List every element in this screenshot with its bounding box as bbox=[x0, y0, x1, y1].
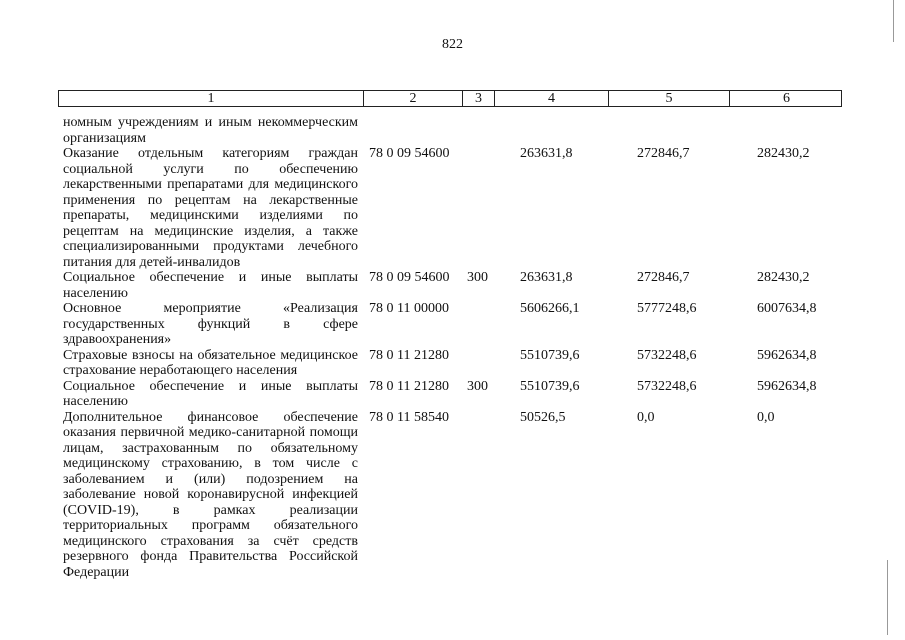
row-description: Социальное обеспечение и иные выплаты населению bbox=[63, 270, 358, 301]
table-row bbox=[63, 146, 843, 270]
row-value-5: 272846,7 bbox=[637, 146, 690, 161]
row-code: 78 0 11 21280 bbox=[369, 347, 449, 363]
row-value-5: 5732248,6 bbox=[637, 347, 697, 363]
row-description: Социальное обеспечение и иные выплаты населению bbox=[63, 378, 358, 409]
row-value-4: 263631,8 bbox=[520, 270, 573, 285]
table-row bbox=[63, 270, 843, 301]
row-description: Основное мероприятие «Реализация государственных функций в сфере здравоохранения» bbox=[63, 301, 358, 347]
column-header-3: 3 bbox=[463, 91, 495, 106]
row-type: 300 bbox=[467, 270, 488, 285]
row-value-6: 6007634,8 bbox=[757, 301, 817, 316]
row-value-4: 5606266,1 bbox=[520, 301, 580, 316]
column-header-2: 2 bbox=[364, 91, 463, 106]
row-description: номным учреждениям и иным некоммерческим организациям bbox=[63, 115, 358, 146]
row-code: 78 0 11 58540 bbox=[369, 409, 449, 425]
table-row bbox=[63, 115, 843, 146]
row-value-4: 263631,8 bbox=[520, 146, 573, 161]
row-value-5: 0,0 bbox=[637, 409, 655, 425]
column-header-5: 5 bbox=[609, 91, 730, 106]
scan-margin-line bbox=[887, 560, 888, 635]
row-code: 78 0 11 00000 bbox=[369, 301, 449, 316]
column-header-1: 1 bbox=[59, 91, 364, 106]
table-row bbox=[63, 301, 843, 348]
row-value-6: 0,0 bbox=[757, 409, 775, 425]
table-row bbox=[63, 348, 843, 379]
row-description: Оказание отдельным категориям граждан социальной услуги по обеспечению лекарственными препаратами для медицинского применения по рецептам на лекарственные препараты, медицинскими изделиями по рецептам на медицинские изделия, а также специализированными продуктами лечебного питания для детей-инвалидов bbox=[63, 146, 358, 270]
row-value-4: 50526,5 bbox=[520, 409, 566, 425]
row-value-6: 5962634,8 bbox=[757, 347, 817, 363]
row-value-6: 282430,2 bbox=[757, 146, 810, 161]
row-value-6: 5962634,8 bbox=[757, 378, 817, 394]
row-value-5: 5777248,6 bbox=[637, 301, 697, 316]
row-value-4: 5510739,6 bbox=[520, 347, 580, 363]
row-value-5: 5732248,6 bbox=[637, 378, 697, 394]
row-value-5: 272846,7 bbox=[637, 270, 690, 285]
table-row bbox=[63, 410, 843, 581]
row-description: Страховые взносы на обязательное медицинское страхование неработающего населения bbox=[63, 347, 358, 378]
scan-margin-line bbox=[893, 0, 894, 42]
table-body bbox=[63, 115, 843, 580]
row-code: 78 0 11 21280 bbox=[369, 378, 449, 394]
row-code: 78 0 09 54600 bbox=[369, 270, 450, 285]
row-description: Дополнительное финансовое обеспечение оказания первичной медико-санитарной помощи лицам, застрахованным по обязательному медицинскому страхованию, в том числе с заболеванием и (или) подозрением на заболевание новой коронавирусной инфекцией (COVID-19), в рамках реализации территориальных программ обязательного медицинского страхования за счёт средств резервного фонда Правительства Российской Федерации bbox=[63, 409, 358, 580]
row-code: 78 0 09 54600 bbox=[369, 146, 450, 161]
column-header-6: 6 bbox=[783, 91, 790, 106]
row-type: 300 bbox=[467, 378, 488, 394]
table-row bbox=[63, 379, 843, 410]
table-header bbox=[58, 90, 842, 107]
page-number: 822 bbox=[442, 37, 463, 52]
row-value-6: 282430,2 bbox=[757, 270, 810, 285]
row-value-4: 5510739,6 bbox=[520, 378, 580, 394]
column-header-4: 4 bbox=[495, 91, 609, 106]
